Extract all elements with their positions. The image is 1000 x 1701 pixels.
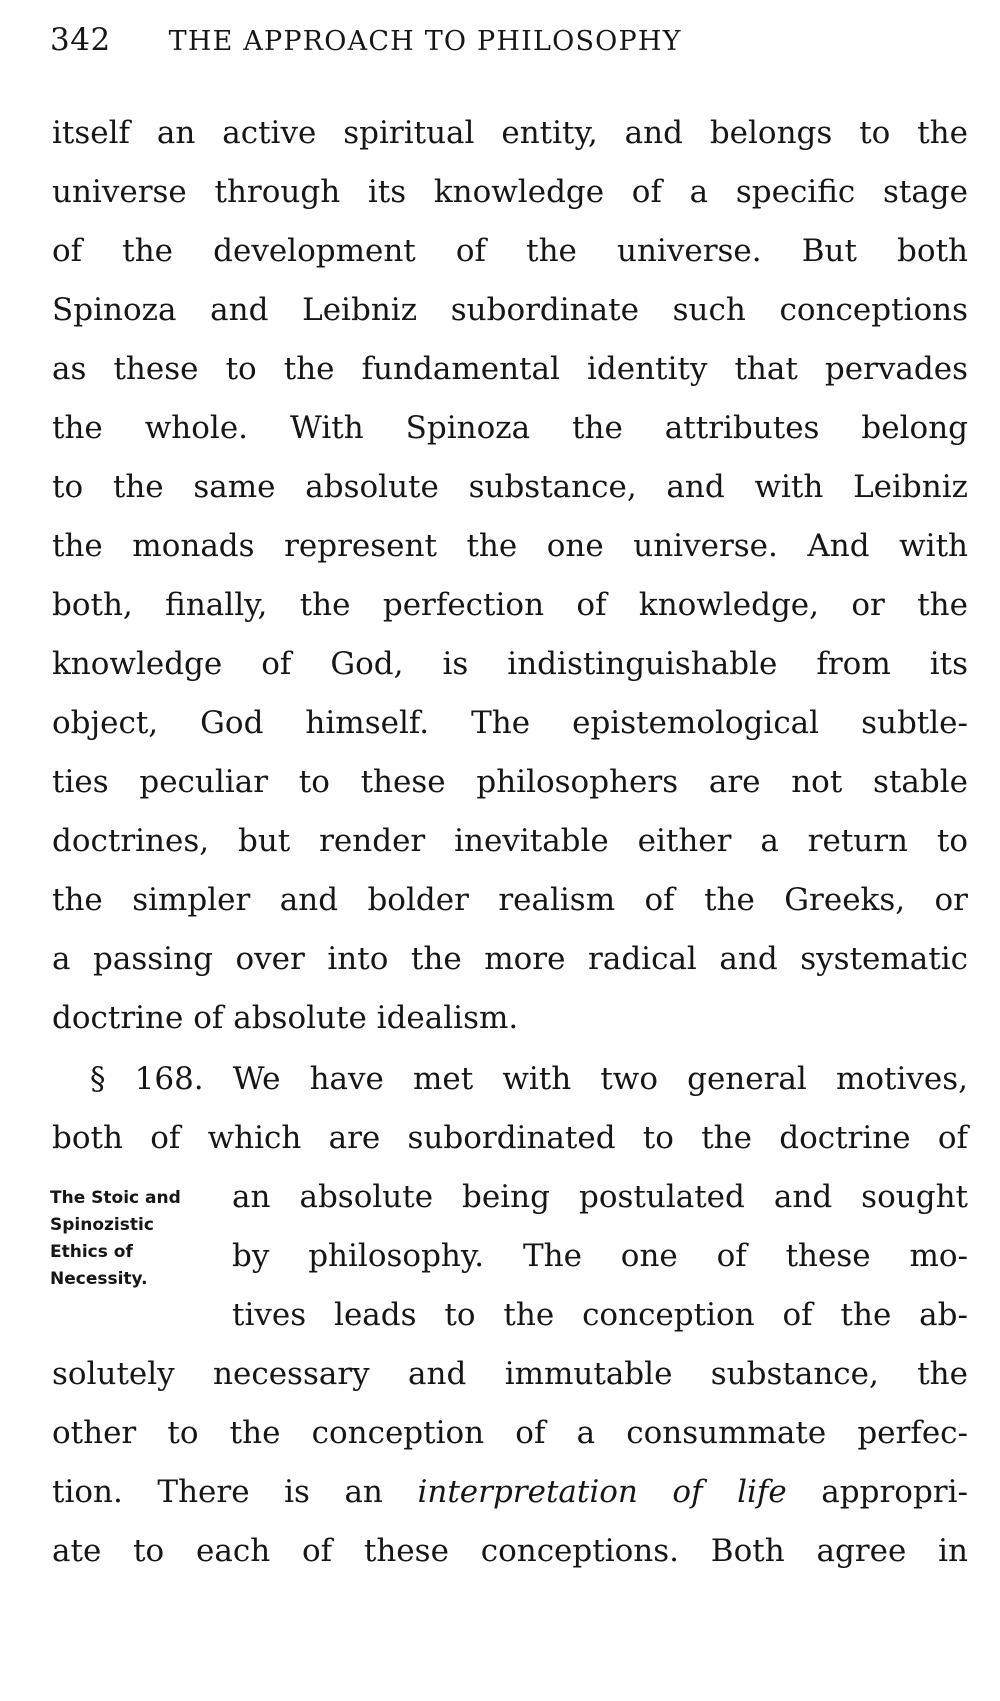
- text-line: knowledge of God, is indistinguishable from its: [52, 646, 968, 682]
- margin-note-line: The Stoic and: [50, 1188, 181, 1208]
- section-heading-line: § 168. We have met with two general motives,: [90, 1061, 968, 1097]
- margin-note-line: Spinozistic: [50, 1215, 154, 1235]
- text-line: [52, 1463, 968, 1522]
- paragraph-continued: [52, 104, 968, 1048]
- text-line: tives leads to the conception of the ab-: [232, 1297, 968, 1333]
- text-line: doctrines, but render inevitable either a return to: [52, 823, 968, 859]
- italic-phrase: interpretation of life: [417, 1474, 787, 1510]
- text-line: doctrine of absolute idealism.: [52, 1000, 519, 1036]
- text-line: the simpler and bolder realism of the Greeks, or: [52, 882, 968, 918]
- text-line: to the same absolute substance, and with Leibniz: [52, 469, 968, 505]
- text-line: of the development of the universe. But both: [52, 233, 968, 269]
- text-line: the whole. With Spinoza the attributes belong: [52, 410, 968, 446]
- text-line: itself an active spiritual entity, and belongs to the: [52, 115, 968, 151]
- margin-note-line: Necessity.: [50, 1269, 148, 1289]
- section-168-paragraph: [52, 1050, 968, 1581]
- text-line: universe through its knowledge of a specific stage: [52, 174, 968, 210]
- text-line: object, God himself. The epistemological subtle-: [52, 705, 968, 741]
- text-line: by philosophy. The one of these mo-: [232, 1238, 968, 1274]
- running-head-title: THE APPROACH TO PHILOSOPHY: [168, 26, 682, 57]
- page-number: 342: [50, 22, 111, 58]
- text-line: both of which are subordinated to the doctrine of: [52, 1120, 968, 1156]
- text-line: a passing over into the more radical and systematic: [52, 941, 968, 977]
- running-head: [50, 22, 970, 66]
- text-line: the monads represent the one universe. And with: [52, 528, 968, 564]
- margin-note-line: Ethics of: [50, 1242, 133, 1262]
- text-segment: tion. There is an: [52, 1474, 418, 1510]
- text-line: Spinoza and Leibniz subordinate such conceptions: [52, 292, 968, 328]
- text-line: both, finally, the perfection of knowledge, or the: [52, 587, 968, 623]
- text-line: as these to the fundamental identity that pervades: [52, 351, 968, 387]
- text-line: solutely necessary and immutable substance, the: [52, 1356, 968, 1392]
- text-segment: appropri-: [786, 1474, 968, 1510]
- text-line: an absolute being postulated and sought: [232, 1179, 968, 1215]
- text-line: other to the conception of a consummate perfec-: [52, 1415, 968, 1451]
- text-line: ties peculiar to these philosophers are not stable: [52, 764, 968, 800]
- text-line: ate to each of these conceptions. Both agree in: [52, 1533, 968, 1569]
